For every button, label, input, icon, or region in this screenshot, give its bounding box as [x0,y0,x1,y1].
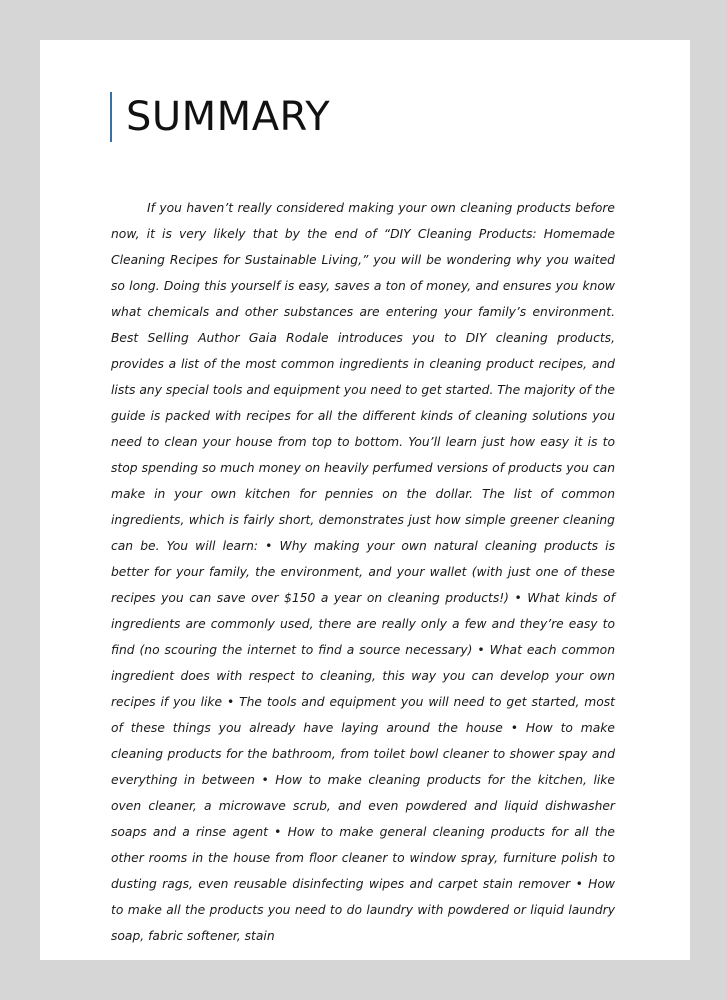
heading-accent-bar [110,92,112,142]
document-page [40,40,690,960]
summary-paragraph: If you haven’t really considered making your own cleaning products before now, it is very likely that by the end of “DIY Cleaning Products: Homemade Cleaning Recipes for Sustainable Living,” you will be wondering why you waited so long. Doing this yourself is easy, saves a ton of money, and ensures you know what chemicals and other substances are entering your family’s environment. Best Selling Author Gaia Rodale introduces you to DIY cleaning products, provides a list of the most common ingredients in cleaning product recipes, and lists any special tools and equipment you need to get started. The majority of the guide is packed with recipes for all the different kinds of cleaning solutions you need to clean your house from top to bottom. You’ll learn just how easy it is to stop spending so much money on heavily perfumed versions of products you can make in your own kitchen for pennies on the dollar. The list of common ingredients, which is fairly short, demonstrates just how simple greener cleaning can be. You will learn: • Why making your own natural cleaning products is better for your family, the environment, and your wallet (with just one of these recipes you can save over $150 a year on cleaning products!) • What kinds of ingredients are commonly used, there are really only a few and they’re easy to find (no scouring the internet to find a source necessary) • What each common ingredient does with respect to cleaning, this way you can develop your own recipes if you like • The tools and equipment you will need to get started, most of these things you already have laying around the house • How to make cleaning products for the bathroom, from toilet bowl cleaner to shower spay and everything in between • How to make cleaning products for the kitchen, like oven cleaner, a microwave scrub, and even powdered and liquid dishwasher soaps and a rinse agent • How to make general cleaning products for all the other rooms in the house from floor cleaner to window spray, furniture polish to dusting rags, even reusable disinfecting wipes and carpet stain remover • How to make all the products you need to do laundry with powdered or liquid laundry soap, fabric softener, stain [111,201,615,943]
heading-block [110,92,330,142]
page-title: SUMMARY [126,94,331,140]
